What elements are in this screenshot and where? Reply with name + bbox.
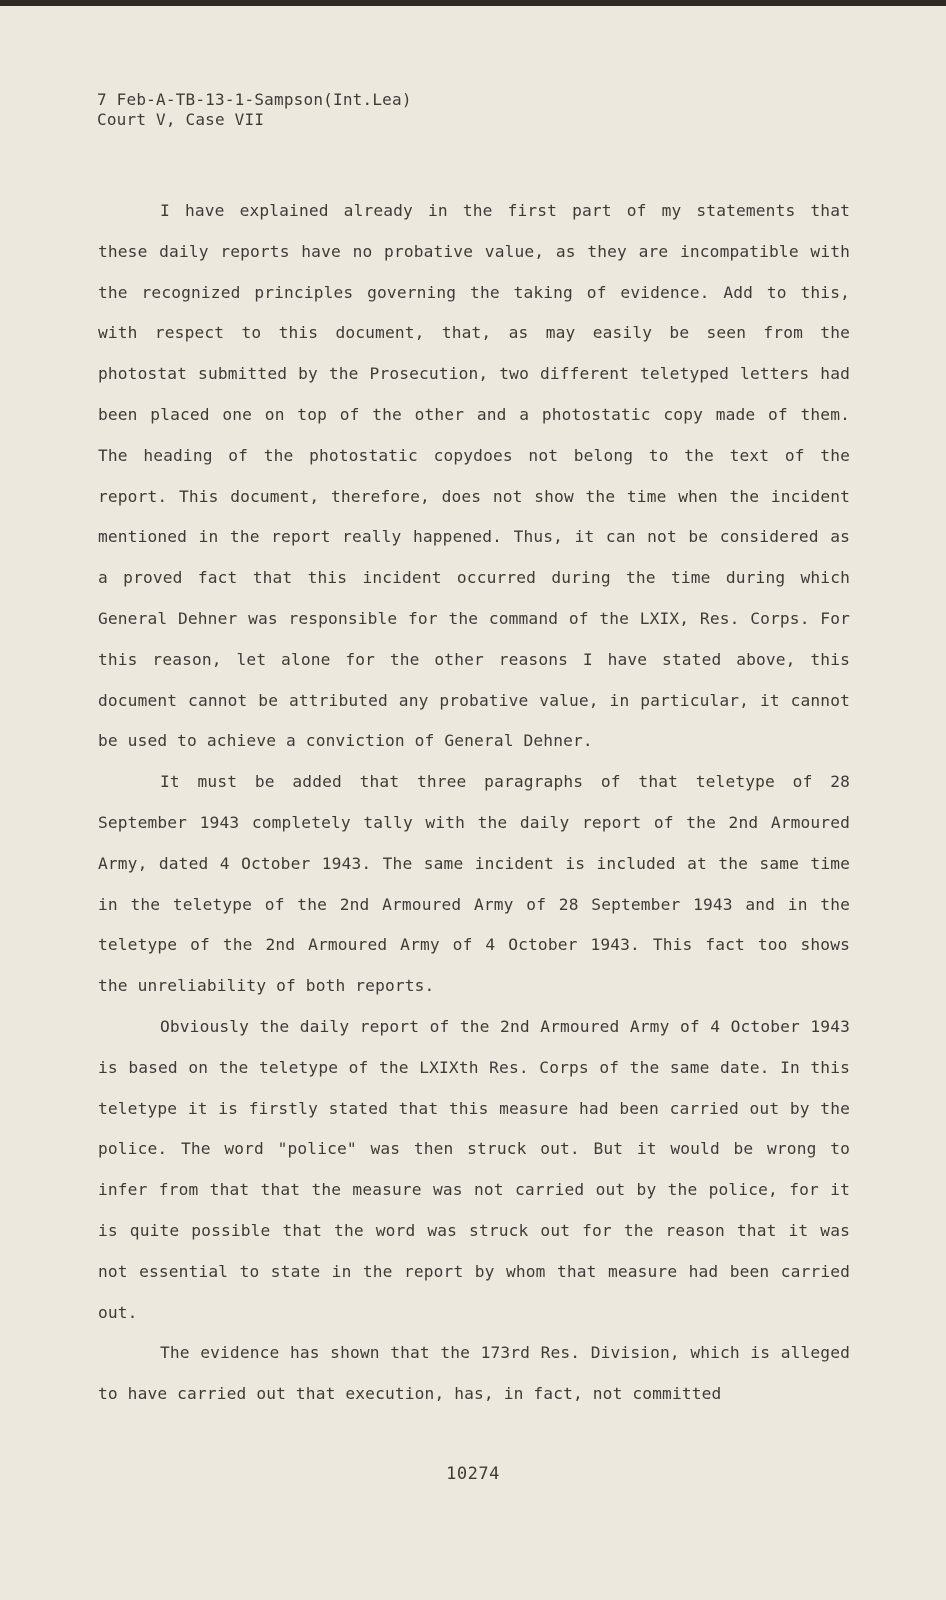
paragraph-1: I have explained already in the first part of my statements that these daily reports have no probative value, as they are incompatible with the recognized principles governing the taking of evidence. Add to this, with respect to this document, that, as may easily be seen from the photostat submitted by the Prosecution, two different teletyped letters had been placed one on top of the other and a photostatic copy made of them. The heading of the photostatic copydoes not belong to the text of the report. This document, therefore, does not show the time when the incident mentioned in the report really happened. Thus, it can not be considered as a proved fact that this incident occurred during the time during which General Dehner was responsible for the command of the LXIX, Res. Corps. For this reason, let alone for the other reasons I have stated above, this document cannot be attributed any probative value, in particular, it cannot be used to achieve a conviction of General Dehner.	[98, 201, 850, 751]
court-case-line: Court V, Case VII	[97, 110, 265, 129]
page-number: 10274	[446, 1464, 500, 1484]
reference-line: 7 Feb-A-TB-13-1-Sampson(Int.Lea)	[97, 90, 412, 109]
paragraph-4: The evidence has shown that the 173rd Res. Division, which is alleged to have carried out that execution, has, in fact, not committed	[98, 1343, 850, 1404]
document-header	[97, 90, 412, 130]
document-body	[98, 191, 850, 1415]
paragraph-3: Obviously the daily report of the 2nd Armoured Army of 4 October 1943 is based on the teletype of the LXIXth Res. Corps of the same date. In this teletype it is firstly stated that this measure had been carried out by the police. The word "police" was then struck out. But it would be wrong to infer from that that the measure was not carried out by the police, for it is quite possible that the word was struck out for the reason that it was not essential to state in the report by whom that measure had been carried out.	[98, 1016, 850, 1322]
paragraph-2: It must be added that three paragraphs of that teletype of 28 September 1943 completely tally with the daily report of the 2nd Armoured Army, dated 4 October 1943. The same incident is included at the same time in the teletype of the 2nd Armoured Army of 28 September 1943 and in the teletype of the 2nd Armoured Army of 4 October 1943. This fact too shows the unreliability of both reports.	[98, 772, 850, 996]
